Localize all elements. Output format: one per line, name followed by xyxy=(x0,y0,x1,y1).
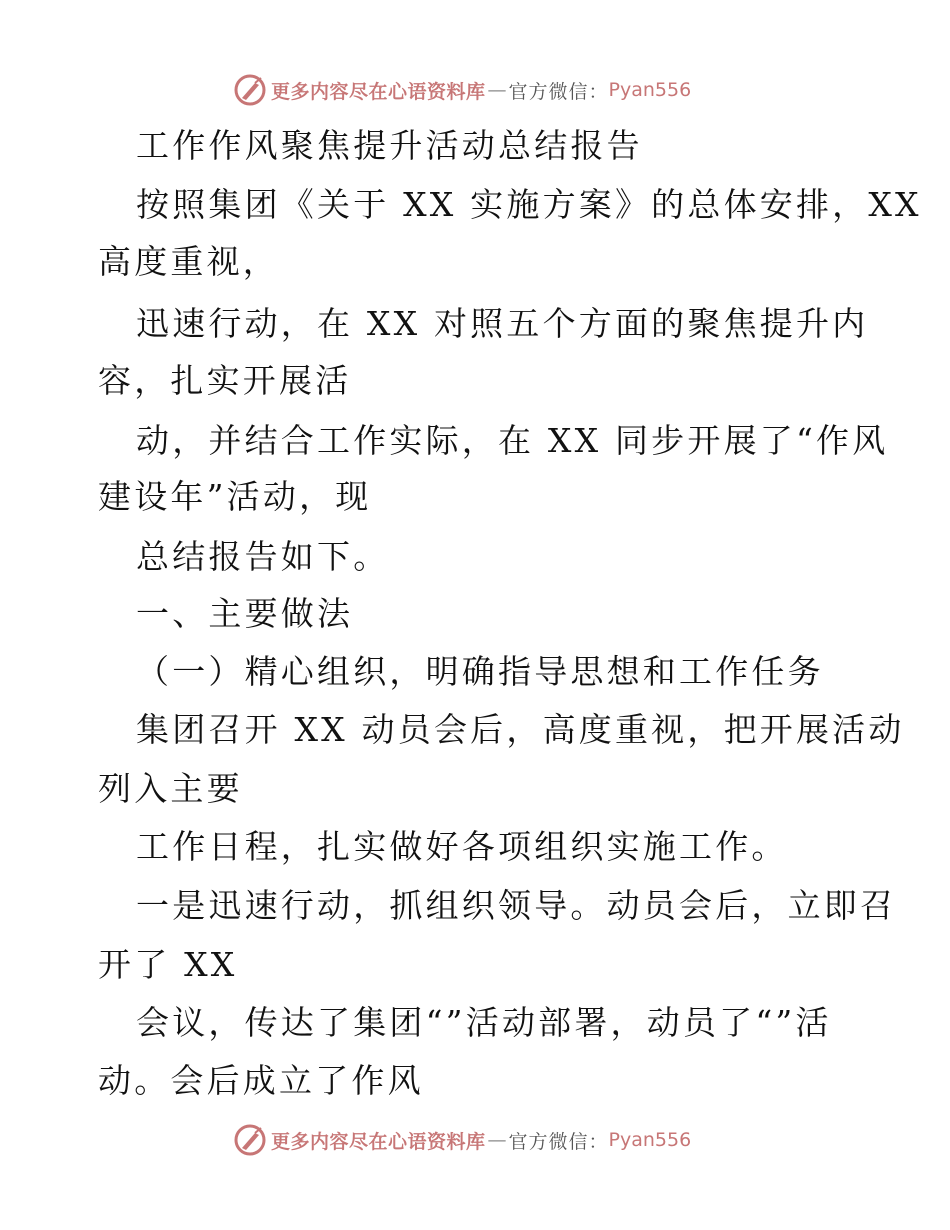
paragraph-line: 开了 XX xyxy=(98,945,238,984)
paragraph-line: 高度重视， xyxy=(98,242,279,281)
paragraph-line: 动。会后成立了作风 xyxy=(98,1061,424,1100)
watermark-header xyxy=(233,72,691,108)
watermark-wechat-id: Pyan556 xyxy=(608,1129,692,1151)
watermark-dash: — xyxy=(487,1129,507,1151)
quill-logo-icon xyxy=(233,1123,267,1157)
watermark-dash: — xyxy=(487,79,507,101)
watermark-wechat-id: Pyan556 xyxy=(608,79,692,101)
paragraph-line: 总结报告如下。 xyxy=(136,537,390,576)
paragraph-line: 工作日程，扎实做好各项组织实施工作。 xyxy=(136,827,788,866)
paragraph-line: 按照集团《关于 XX 实施方案》的总体安排，XX xyxy=(136,185,922,224)
watermark-sub-text: 官方微信： xyxy=(508,80,609,103)
paragraph-line: 建设年”活动，现 xyxy=(98,477,372,516)
watermark-footer xyxy=(233,1122,691,1158)
paragraph-line: 集团召开 XX 动员会后，高度重视，把开展活动 xyxy=(136,710,905,749)
paragraph-line: 迅速行动，在 XX 对照五个方面的聚焦提升内 xyxy=(136,304,869,343)
watermark-main-text: 更多内容尽在心语资料库 xyxy=(271,1130,486,1153)
paragraph-line: 动，并结合工作实际，在 XX 同步开展了“作风 xyxy=(136,421,889,460)
paragraph-line: 容，扎实开展活 xyxy=(98,361,352,400)
watermark-main-text: 更多内容尽在心语资料库 xyxy=(271,80,486,103)
section-heading: 一、主要做法 xyxy=(136,594,354,633)
paragraph-line: 列入主要 xyxy=(98,769,243,808)
watermark-sub-text: 官方微信： xyxy=(508,1130,609,1153)
paragraph-line: 一是迅速行动，抓组织领导。动员会后，立即召 xyxy=(136,886,897,925)
document-title: 工作作风聚焦提升活动总结报告 xyxy=(136,126,643,165)
paragraph-line: 会议，传达了集团“”活动部署，动员了“”活 xyxy=(136,1003,832,1042)
quill-logo-icon xyxy=(233,73,267,107)
subsection-heading: （一）精心组织，明确指导思想和工作任务 xyxy=(136,652,824,691)
